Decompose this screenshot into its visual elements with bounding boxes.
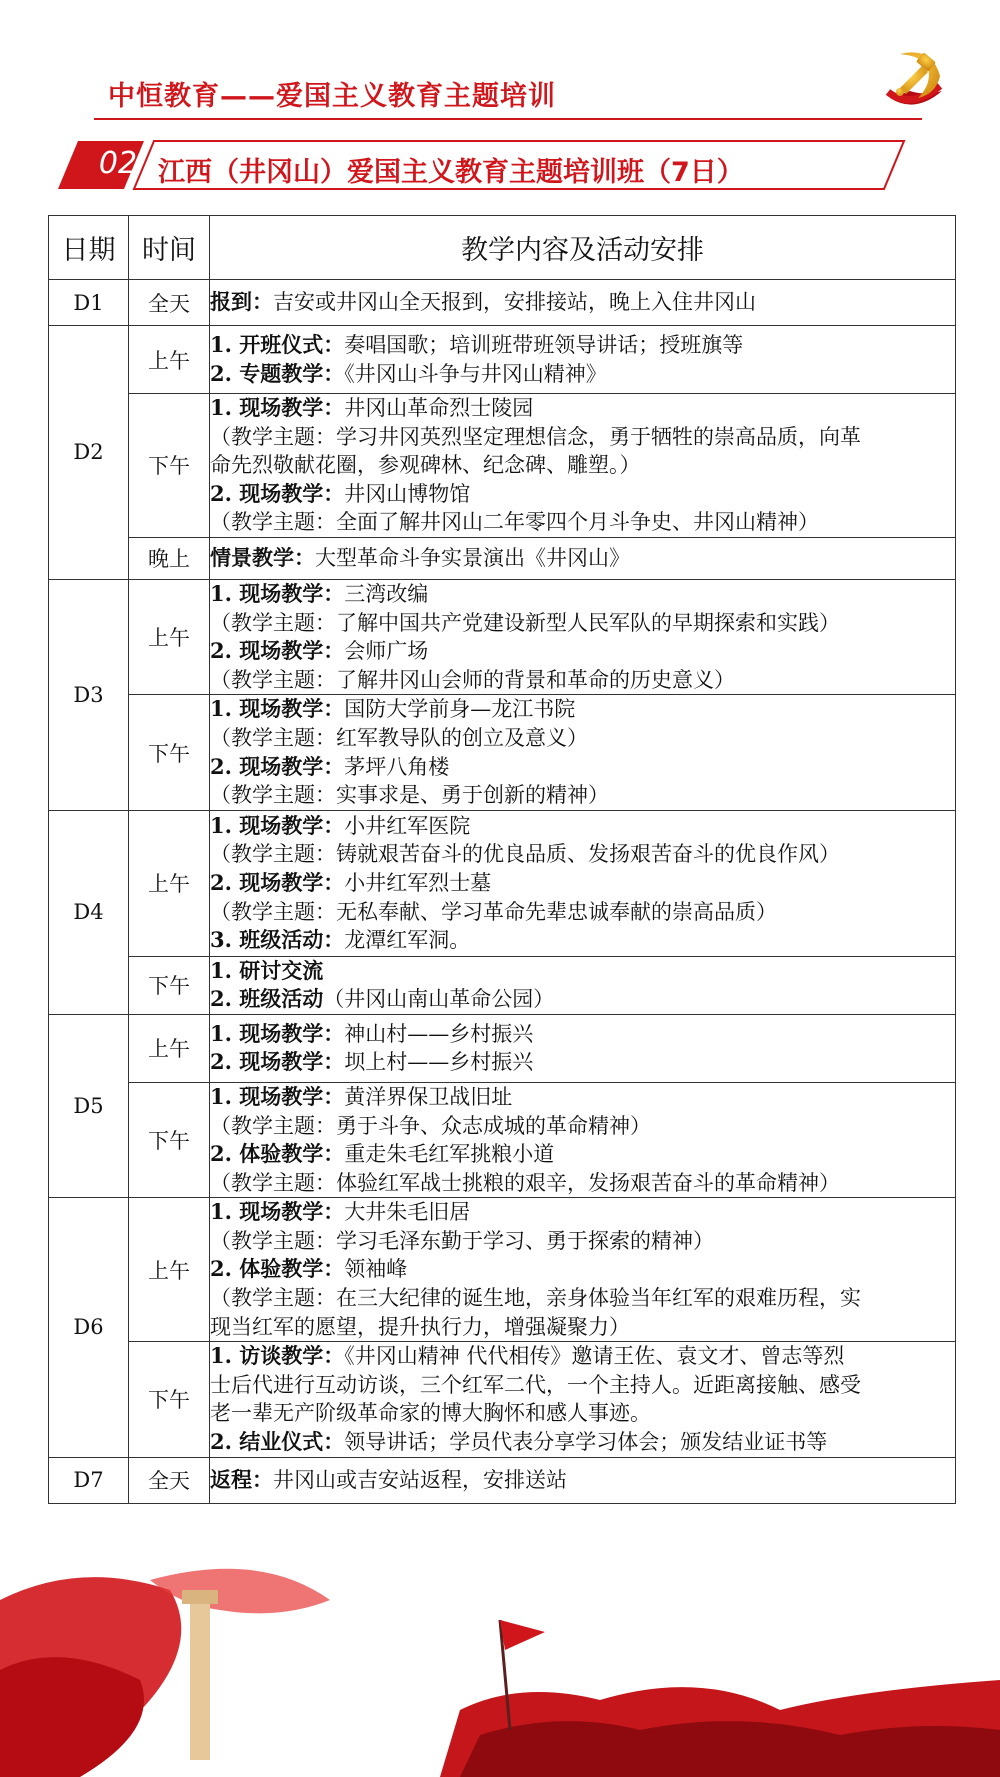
content-line xyxy=(210,666,955,695)
item-text: （教学主题：体验红军战士挑粮的艰辛，发扬艰苦奋斗的革命精神） xyxy=(210,1170,840,1195)
item-text: （教学主题：勇于斗争、众志成城的革命精神） xyxy=(210,1113,651,1138)
time-cell: 全天 xyxy=(129,1457,210,1503)
item-text: 现当红军的愿望，提升执行力，增强凝聚力） xyxy=(210,1314,630,1339)
content-line xyxy=(210,480,955,509)
content-line xyxy=(210,898,955,927)
content-cell xyxy=(210,1457,956,1503)
section-number: 02 xyxy=(98,146,138,181)
table-row xyxy=(49,537,956,579)
content-line xyxy=(210,331,955,360)
content-cell xyxy=(210,537,956,579)
time-cell: 下午 xyxy=(129,1342,210,1457)
table-row xyxy=(49,810,956,956)
day-cell: D5 xyxy=(49,1014,129,1197)
item-text: 领导讲话；学员代表分享学习体会；颁发结业证书等 xyxy=(344,1430,828,1455)
time-cell: 上午 xyxy=(129,1198,210,1342)
content-line xyxy=(210,1083,955,1112)
table-row xyxy=(49,695,956,810)
content-line xyxy=(210,508,955,537)
content-line xyxy=(210,288,955,317)
table-row xyxy=(49,579,956,694)
content-cell xyxy=(210,1082,956,1197)
content-line xyxy=(210,360,955,389)
item-text: 小井红军医院 xyxy=(344,813,471,838)
item-label: 2. 班级活动 xyxy=(210,986,324,1012)
item-text: （教学主题：学习井冈英烈坚定理想信念，勇于牺牲的崇高品质，向革 xyxy=(210,424,861,449)
item-label: 1. 研讨交流 xyxy=(210,957,324,983)
item-text: 命先烈敬献花圈，参观碑林、纪念碑、雕塑。） xyxy=(210,453,641,478)
table-row xyxy=(49,956,956,1014)
day-cell: D2 xyxy=(49,326,129,580)
item-text: 黄洋界保卫战旧址 xyxy=(344,1084,513,1109)
item-label: 1. 现场教学： xyxy=(210,696,345,722)
item-label: 1. 现场教学： xyxy=(210,1083,345,1109)
item-text: 《井冈山斗争与井冈山精神》 xyxy=(344,361,607,386)
content-line xyxy=(210,812,955,841)
content-line xyxy=(210,1399,955,1428)
content-line xyxy=(210,637,955,666)
red-flag-decoration xyxy=(0,1560,1000,1777)
item-label: 3. 班级活动： xyxy=(210,927,345,953)
time-cell: 下午 xyxy=(129,695,210,810)
day-cell: D3 xyxy=(49,579,129,810)
content-line xyxy=(210,985,955,1014)
item-label: 2. 现场教学： xyxy=(210,753,345,779)
table-header-row xyxy=(49,216,956,280)
content-line xyxy=(210,840,955,869)
item-label: 2. 专题教学： xyxy=(210,360,345,386)
content-cell xyxy=(210,810,956,956)
party-emblem-icon xyxy=(870,36,960,116)
item-label: 2. 现场教学： xyxy=(210,638,345,664)
day-cell: D7 xyxy=(49,1457,129,1503)
content-line xyxy=(210,609,955,638)
content-line xyxy=(210,544,955,573)
table-row xyxy=(49,326,956,394)
item-text: 吉安或井冈山全天报到，安排接站，晚上入住井冈山 xyxy=(273,290,756,315)
time-cell: 下午 xyxy=(129,394,210,538)
item-text: （教学主题：红军教导队的创立及意义） xyxy=(210,725,588,750)
time-cell: 上午 xyxy=(129,579,210,694)
item-label: 1. 开班仪式： xyxy=(210,331,345,357)
item-text: 三湾改编 xyxy=(344,581,429,606)
item-label: 2. 结业仪式： xyxy=(210,1429,345,1455)
section-title: 江西（井冈山）爱国主义教育主题培训班（7日） xyxy=(158,157,744,188)
content-line xyxy=(210,753,955,782)
table-row xyxy=(49,1198,956,1342)
time-cell: 下午 xyxy=(129,1082,210,1197)
content-line xyxy=(210,1169,955,1198)
content-cell xyxy=(210,1198,956,1342)
content-cell xyxy=(210,326,956,394)
item-label: 1. 现场教学： xyxy=(210,395,345,420)
header-day: 日期 xyxy=(49,216,129,280)
item-label: 2. 现场教学： xyxy=(210,480,345,506)
day-cell: D4 xyxy=(49,810,129,1014)
content-line xyxy=(210,1048,955,1077)
item-text: （教学主题：无私奉献、学习革命先辈忠诚奉献的崇高品质） xyxy=(210,899,777,924)
time-cell: 全天 xyxy=(129,280,210,326)
content-line xyxy=(210,1112,955,1141)
item-label: 1. 现场教学： xyxy=(210,580,345,606)
content-line xyxy=(210,695,955,724)
content-cell xyxy=(210,956,956,1014)
item-label: 1. 现场教学： xyxy=(210,812,345,838)
header-content: 教学内容及活动安排 xyxy=(210,216,956,280)
item-text: 大型革命斗争实景演出《井冈山》 xyxy=(315,546,630,571)
content-line xyxy=(210,1342,955,1371)
item-label: 2. 体验教学： xyxy=(210,1256,345,1282)
item-text: （教学主题：了解井冈山会师的背景和革命的历史意义） xyxy=(210,667,735,692)
item-label: 返程： xyxy=(210,1466,273,1492)
content-line xyxy=(210,1284,955,1313)
content-line xyxy=(210,1140,955,1169)
content-line xyxy=(210,724,955,753)
item-text: 井冈山或吉安站返程，安排送站 xyxy=(273,1467,567,1492)
item-label: 1. 访谈教学： xyxy=(210,1343,345,1369)
item-text: 井冈山革命烈士陵园 xyxy=(344,396,534,420)
item-text: 小井红军烈士墓 xyxy=(344,870,492,895)
item-label: 2. 体验教学： xyxy=(210,1141,345,1167)
item-text: 奏唱国歌；培训班带班领导讲话；授班旗等 xyxy=(344,332,744,357)
item-label: 1. 现场教学： xyxy=(210,1020,345,1046)
content-line xyxy=(210,926,955,955)
table-row xyxy=(49,280,956,326)
item-text: （教学主题：在三大纪律的诞生地，亲身体验当年红军的艰难历程，实 xyxy=(210,1286,861,1311)
schedule-body xyxy=(49,280,956,1504)
content-line xyxy=(210,1466,955,1495)
item-text: 大井朱毛旧居 xyxy=(344,1200,471,1225)
item-text: 士后代进行互动访谈，三个红军二代，一个主持人。近距离接触、感受 xyxy=(210,1372,861,1397)
table-row xyxy=(49,1082,956,1197)
item-text: 神山村——乡村振兴 xyxy=(344,1021,534,1046)
item-text: 老一辈无产阶级革命家的博大胸怀和感人事迹。 xyxy=(210,1401,651,1426)
day-cell: D6 xyxy=(49,1198,129,1457)
content-line xyxy=(210,451,955,480)
item-text: 会师广场 xyxy=(344,639,429,664)
content-cell xyxy=(210,579,956,694)
table-row xyxy=(49,1342,956,1457)
content-line xyxy=(210,1371,955,1400)
item-text: （教学主题：全面了解井冈山二年零四个月斗争史、井冈山精神） xyxy=(210,510,819,535)
item-text: （教学主题：了解中国共产党建设新型人民军队的早期探索和实践） xyxy=(210,610,840,635)
item-text: 龙潭红军洞。 xyxy=(344,928,471,953)
item-text: 国防大学前身—龙江书院 xyxy=(344,697,576,722)
content-cell xyxy=(210,280,956,326)
item-text: 茅坪八角楼 xyxy=(344,754,450,779)
item-text: （井冈山南山革命公园） xyxy=(323,987,555,1012)
item-text: 坝上村——乡村振兴 xyxy=(344,1050,534,1075)
content-line xyxy=(210,1255,955,1284)
item-text: （教学主题：学习毛泽东勤于学习、勇于探索的精神） xyxy=(210,1228,714,1253)
content-line xyxy=(210,580,955,609)
content-line xyxy=(210,781,955,810)
day-cell: D1 xyxy=(49,280,129,326)
content-line xyxy=(210,1020,955,1049)
header-time: 时间 xyxy=(129,216,210,280)
time-cell: 晚上 xyxy=(129,537,210,579)
table-row xyxy=(49,1014,956,1082)
content-line xyxy=(210,394,955,423)
content-cell xyxy=(210,1342,956,1457)
content-line xyxy=(210,869,955,898)
item-text: （教学主题：铸就艰苦奋斗的优良品质、发扬艰苦奋斗的优良作风） xyxy=(210,842,840,867)
content-cell xyxy=(210,695,956,810)
time-cell: 下午 xyxy=(129,956,210,1014)
item-label: 2. 现场教学： xyxy=(210,1049,345,1075)
item-label: 1. 现场教学： xyxy=(210,1199,345,1225)
content-line xyxy=(210,1227,955,1256)
content-cell xyxy=(210,1014,956,1082)
header-title: 中恒教育——爱国主义教育主题培训 xyxy=(108,81,556,112)
content-line xyxy=(210,1428,955,1457)
item-text: 重走朱毛红军挑粮小道 xyxy=(344,1142,555,1167)
header-divider xyxy=(94,118,922,120)
time-cell: 上午 xyxy=(129,810,210,956)
schedule-table xyxy=(48,215,956,1504)
item-label: 情景教学： xyxy=(210,545,315,571)
content-line xyxy=(210,957,955,986)
table-row xyxy=(49,1457,956,1503)
item-label: 2. 现场教学： xyxy=(210,869,345,895)
content-cell xyxy=(210,394,956,538)
item-text: （教学主题：实事求是、勇于创新的精神） xyxy=(210,783,609,808)
time-cell: 上午 xyxy=(129,326,210,394)
item-text: 井冈山博物馆 xyxy=(344,481,471,506)
content-line xyxy=(210,1313,955,1342)
item-text: 《井冈山精神 代代相传》邀请王佐、袁文才、曾志等烈 xyxy=(344,1344,845,1369)
content-line xyxy=(210,1198,955,1227)
table-row xyxy=(49,394,956,538)
time-cell: 上午 xyxy=(129,1014,210,1082)
content-line xyxy=(210,423,955,452)
item-text: 领袖峰 xyxy=(344,1257,408,1282)
item-label: 报到： xyxy=(210,289,273,315)
